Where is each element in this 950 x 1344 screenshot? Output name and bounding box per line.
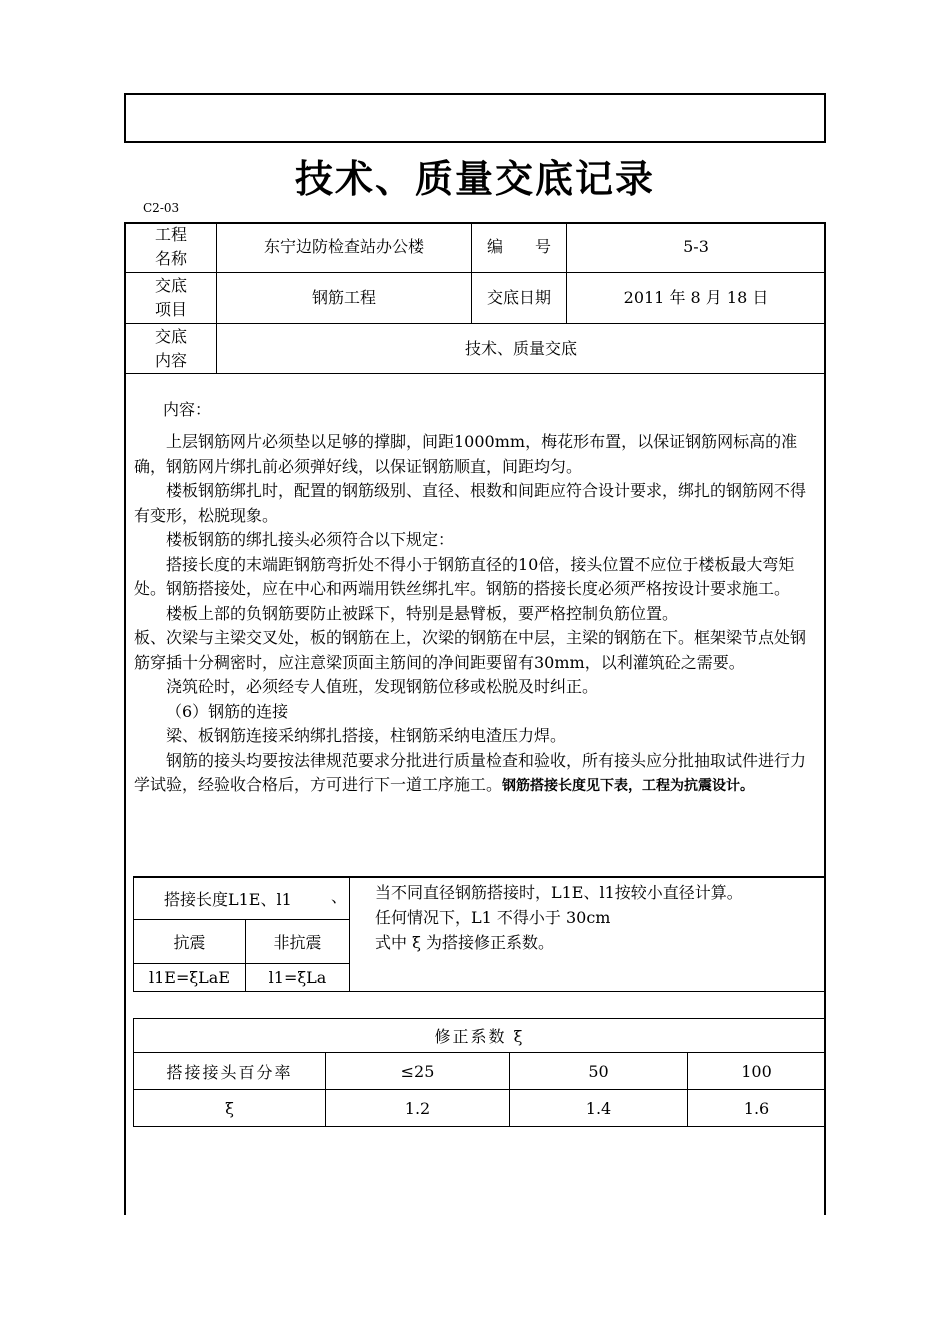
content-body	[134, 430, 816, 799]
coef-title: 修正系数 ξ	[134, 1019, 826, 1053]
project-name-value: 东宁边防检查站办公楼	[263, 237, 424, 256]
paragraph-tail: 钢筋搭接长度见下表，工程为抗震设计。	[502, 778, 755, 794]
top-blank-box	[124, 93, 826, 143]
coef-cell: ξ	[134, 1090, 326, 1127]
lap-header-cell	[134, 877, 350, 919]
lap-header: 搭接长度L1E、l1	[164, 889, 292, 909]
paragraph	[134, 749, 816, 799]
lap-note: 式中 ξ 为搭接修正系数。	[375, 933, 554, 952]
number-value: 5-3	[683, 237, 709, 256]
paragraph: 上层钢筋网片必须垫以足够的撑脚，间距1000mm，梅花形布置，以保证钢筋网标高的准确，钢筋网片绑扎前必须弹好线，以保证钢筋顺直，间距均匀。	[134, 432, 798, 476]
coef-cell: 50	[510, 1053, 688, 1090]
row-divider	[124, 373, 826, 374]
item-value: 钢筋工程	[311, 288, 376, 307]
paragraph: 楼板钢筋绑扎时，配置的钢筋级别、直径、根数和间距应符合设计要求，绑扎的钢筋网不得有变形，松脱现象。	[134, 481, 807, 525]
lap-notes	[375, 880, 825, 955]
coef-cell: 搭接接头百分率	[134, 1053, 326, 1090]
lap-formula1: l1E=ξLaE	[134, 963, 246, 991]
date-value: 2011 年 8 月 18 日	[623, 288, 769, 307]
lap-mark: 、	[330, 887, 347, 906]
content-label: 交底 内容	[154, 326, 187, 370]
lap-length-table	[133, 876, 350, 992]
form-code: C2-03	[143, 201, 180, 215]
project-name-label: 工程 名称	[154, 225, 187, 268]
number-label: 编 号	[486, 237, 551, 256]
coef-cell: 1.4	[510, 1090, 688, 1127]
content-heading: 内容：	[163, 400, 212, 419]
coef-cell: ≤25	[326, 1053, 510, 1090]
coefficient-table	[133, 1018, 826, 1127]
paragraph: 梁、板钢筋连接采纳绑扎搭接，柱钢筋采纳电渣压力焊。	[166, 726, 567, 745]
paragraph: 板、次梁与主梁交叉处，板的钢筋在上，次梁的钢筋在中层，主梁的钢筋在下。框架梁节点处钢筋穿插十分稠密时，应注意梁顶面主筋间的净间距要留有30mm，以利灌筑砼之需要。	[134, 628, 807, 672]
coef-cell: 1.2	[326, 1090, 510, 1127]
content-title: 技术、质量交底	[464, 338, 577, 358]
date-label: 交底日期	[486, 288, 551, 307]
lap-note: 当不同直径钢筋搭接时，L1E、l1按较小直径计算。	[375, 883, 743, 902]
paragraph: 楼板上部的负钢筋要防止被踩下，特别是悬臂板，要严格控制负筋位置。	[166, 603, 679, 623]
paragraph: 浇筑砼时，必须经专人值班，发现钢筋位移或松脱及时纠正。	[166, 677, 599, 696]
paragraph: 楼板钢筋的绑扎接头必须符合以下规定：	[166, 530, 455, 549]
paragraph: 搭接长度的末端距钢筋弯折处不得小于钢筋直径的10倍，接头位置不应位于楼板最大弯矩处。钢筋搭接处，应在中心和两端用铁丝绑扎牢。钢筋的搭接长度必须严格按设计要求施工。	[134, 554, 795, 598]
lap-col2: 非抗震	[246, 919, 350, 963]
coef-cell: 1.6	[688, 1090, 826, 1127]
lap-col1: 抗震	[134, 919, 246, 963]
page-title: 技术、质量交底记录	[294, 156, 655, 201]
coef-cell: 100	[688, 1053, 826, 1090]
lap-note: 任何情况下，L1 不得小于 30cm	[375, 908, 611, 927]
item-label: 交底 项目	[154, 276, 187, 319]
paragraph: （6）钢筋的连接	[166, 701, 289, 721]
lap-formula2: l1=ξLa	[246, 963, 350, 991]
paragraph-text: 钢筋的接头均要按法律规范要求分批进行质量检查和验收，所有接头应分批抽取试件进行力学试验，经验收合格后，方可进行下一道工序施工。	[134, 750, 807, 794]
